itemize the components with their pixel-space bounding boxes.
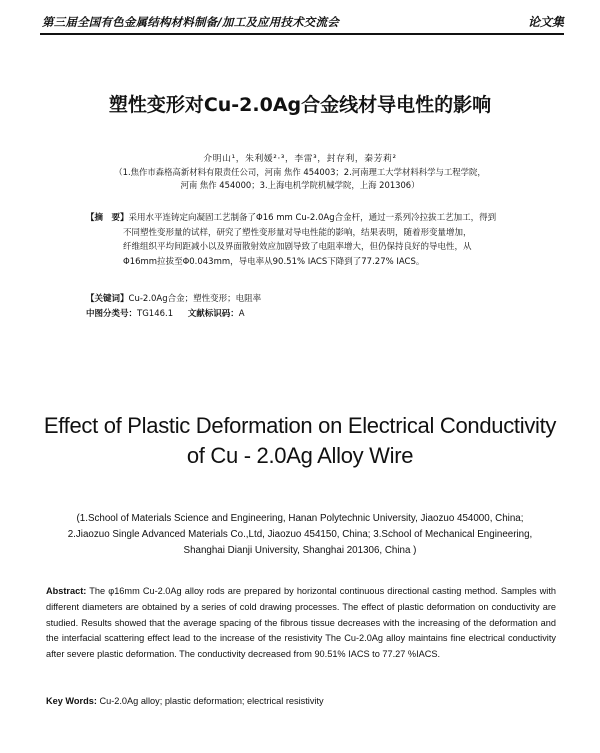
chinese-keywords-block	[86, 292, 516, 321]
chinese-title: 塑性变形对Cu-2.0Ag合金线材导电性的影响	[108, 94, 492, 116]
english-abstract	[46, 584, 556, 663]
chinese-affiliation-line: 河南 焦作 454000；3.上海电机学院机械学院，上海 201306）	[180, 180, 420, 190]
running-header-section: 论文集	[527, 15, 564, 29]
chinese-keywords: Cu-2.0Ag合金；塑性变形；电阻率	[128, 294, 262, 304]
chinese-keywords-label: 【关键词】	[86, 294, 129, 304]
running-header-conference: 第三届全国有色金属结构材料制备/加工及应用技术交流会	[42, 15, 339, 29]
english-abstract-text: The φ16mm Cu-2.0Ag alloy rods are prepared by horizontal continuous directional casting method. Samples with different diameters are obtained by a series of cold drawing processes. The effect of plastic deformation on conductivity are studied. Results showed that the average spacing of the fibrous tissue decreases with the increasing of the deformation and the interfacial scattering effect lead to the increase of the resistivity The Cu-2.0Ag alloy maintains fine electrical conductivity after severe plastic deformation. The conductivity decreased from 90.51% IACS to 77.27 %IACS.	[46, 586, 557, 660]
english-affiliations	[50, 511, 550, 559]
classification-value: TG146.1	[137, 308, 174, 319]
doc-code-label: 文献标识码：	[187, 308, 239, 319]
english-keywords-block	[46, 694, 556, 709]
header-rule	[40, 33, 564, 35]
doc-code-value: A	[238, 308, 245, 319]
english-abstract-label: Abstract:	[46, 586, 87, 596]
english-affiliation-line: (1.School of Materials Science and Engineering, Hanan Polytechnic University, Jiaozuo 454000, China;	[76, 513, 524, 524]
chinese-abstract-line: 纤维组织平均间距减小以及界面散射效应加剧导致了电阻率增大，但仍保持良好的导电性，从	[123, 242, 472, 253]
chinese-affiliation-line: （1.焦作市森格高新材料有限责任公司，河南 焦作 454003；2.河南理工大学材料科学与工程学院，	[114, 167, 486, 177]
english-affiliation-line: 2.Jiaozuo Single Advanced Materials Co.,Ltd, Jiaozuo 454150, China; 3.School of Mechanical Engineering,	[67, 529, 533, 540]
english-affiliation-line: Shanghai Dianji University, Shanghai 201306, China )	[183, 545, 417, 556]
english-keywords-label: Key Words:	[46, 696, 97, 706]
english-keywords: Cu-2.0Ag alloy; plastic deformation; electrical resistivity	[99, 696, 324, 706]
chinese-abstract-line: 不同塑性变形量的试样，研究了塑性变形量对导电性能的影响，结果表明，随着形变量增加，	[123, 227, 472, 238]
english-title	[20, 411, 580, 471]
chinese-affiliations	[60, 166, 540, 192]
classification-label: 中图分类号：	[86, 308, 138, 319]
chinese-abstract-line: Φ16mm拉拔至Φ0.043mm，导电率从90.51% IACS下降到了77.27% IACS。	[123, 256, 425, 267]
chinese-abstract-label: 【摘 要】	[86, 213, 129, 223]
english-title-line: of Cu - 2.0Ag Alloy Wire	[186, 443, 414, 468]
english-title-line: Effect of Plastic Deformation on Electrical Conductivity	[43, 413, 557, 438]
chinese-authors: 介明山¹，朱利媛²·³，李雷³，封存利，秦芳莉²	[203, 154, 397, 164]
chinese-abstract	[86, 211, 508, 269]
chinese-abstract-line: 采用水平连铸定向凝固工艺制备了Φ16 mm Cu-2.0Ag合金杆，通过一系列冷拉拔工艺加工，得到	[128, 213, 497, 223]
